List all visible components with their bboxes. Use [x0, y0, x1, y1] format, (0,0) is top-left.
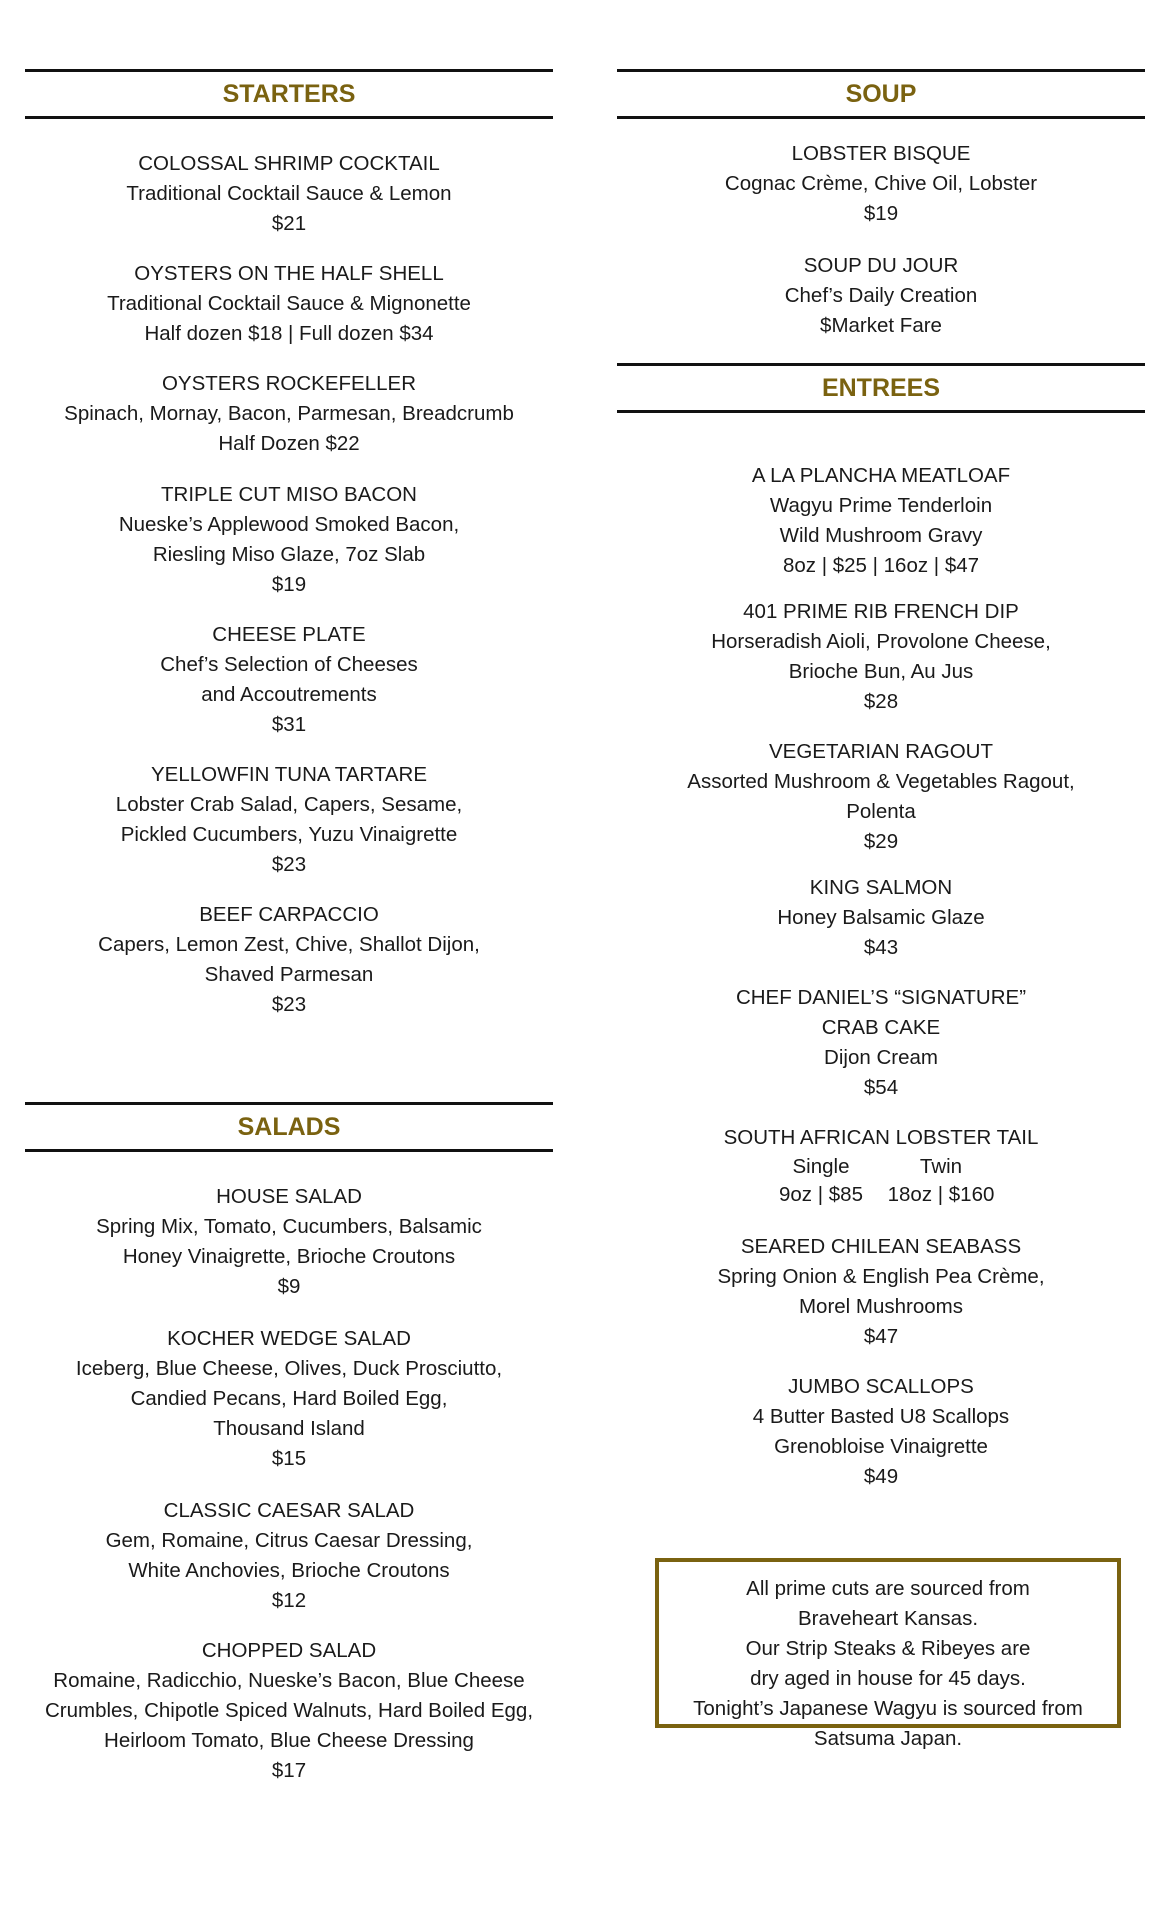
note-line: dry aged in house for 45 days.: [750, 1667, 1026, 1690]
menu-item: [617, 1372, 1145, 1492]
item-price: $17: [271, 1759, 307, 1782]
item-description: Shaved Parmesan: [204, 963, 374, 986]
item-description: Thousand Island: [213, 1417, 365, 1440]
item-description: Wagyu Prime Tenderloin: [769, 494, 993, 517]
item-description: Nueske’s Applewood Smoked Bacon,: [118, 513, 460, 536]
item-name: CHEF DANIEL’S “SIGNATURE”: [735, 986, 1027, 1009]
item-name: CHOPPED SALAD: [201, 1639, 377, 1662]
item-description: Spring Onion & English Pea Crème,: [717, 1265, 1045, 1288]
item-price: $49: [863, 1465, 899, 1488]
entrees-header: [617, 363, 1145, 413]
item-description: Wild Mushroom Gravy: [779, 524, 983, 547]
item-name: CLASSIC CAESAR SALAD: [163, 1499, 415, 1522]
item-name: KOCHER WEDGE SALAD: [167, 1327, 411, 1350]
starters-title: STARTERS: [222, 80, 356, 108]
item-name: CRAB CAKE: [821, 1016, 941, 1039]
item-name: SEARED CHILEAN SEABASS: [740, 1235, 1022, 1258]
menu-item: [25, 1324, 553, 1474]
menu-item: [25, 259, 553, 349]
item-description: Traditional Cocktail Sauce & Mignonette: [107, 292, 471, 315]
item-name: A LA PLANCHA MEATLOAF: [751, 464, 1011, 487]
item-description: Morel Mushrooms: [798, 1295, 964, 1318]
menu-item: [617, 597, 1145, 717]
menu-item: [617, 983, 1145, 1103]
item-name: HOUSE SALAD: [216, 1185, 362, 1208]
item-description: and Accoutrements: [201, 683, 377, 706]
item-name: YELLOWFIN TUNA TARTARE: [150, 763, 428, 786]
item-description: Heirloom Tomato, Blue Cheese Dressing: [104, 1729, 474, 1752]
item-name: LOBSTER BISQUE: [791, 142, 971, 165]
item-price: $21: [271, 212, 307, 235]
lobster-size-labels: [617, 1153, 1145, 1181]
note-line: All prime cuts are sourced from: [746, 1577, 1030, 1600]
item-name: OYSTERS ON THE HALF SHELL: [134, 262, 444, 285]
lobster-twin-price: 18oz | $160: [887, 1183, 995, 1206]
item-description: Chef’s Selection of Cheeses: [160, 653, 418, 676]
item-description: Riesling Miso Glaze, 7oz Slab: [152, 543, 426, 566]
item-description: Chef’s Daily Creation: [784, 284, 978, 307]
item-name: BEEF CARPACCIO: [199, 903, 379, 926]
item-description: Spring Mix, Tomato, Cucumbers, Balsamic: [96, 1215, 482, 1238]
sourcing-note-box: [655, 1558, 1121, 1750]
item-price: $47: [863, 1325, 899, 1348]
item-description: Horseradish Aioli, Provolone Cheese,: [711, 630, 1051, 653]
item-price: $29: [863, 830, 899, 853]
item-name: SOUTH AFRICAN LOBSTER TAIL: [723, 1126, 1039, 1149]
menu-item: [617, 737, 1145, 857]
menu-item: [25, 900, 553, 1020]
item-price: Half dozen $18 | Full dozen $34: [144, 322, 434, 345]
item-price: $Market Fare: [820, 314, 942, 337]
item-name: JUMBO SCALLOPS: [788, 1375, 974, 1398]
menu-item: [25, 480, 553, 600]
item-name: TRIPLE CUT MISO BACON: [161, 483, 417, 506]
item-price: $19: [271, 573, 307, 596]
item-name: COLOSSAL SHRIMP COCKTAIL: [138, 152, 440, 175]
item-name: 401 PRIME RIB FRENCH DIP: [743, 600, 1019, 623]
item-description: Honey Vinaigrette, Brioche Croutons: [122, 1245, 456, 1268]
item-name: KING SALMON: [809, 876, 953, 899]
item-price: $23: [271, 993, 307, 1016]
menu-item: [25, 1182, 553, 1302]
note-line: Braveheart Kansas.: [797, 1607, 979, 1630]
item-price: 8oz | $25 | 16oz | $47: [782, 554, 980, 577]
item-name: VEGETARIAN RAGOUT: [768, 740, 993, 763]
item-description: White Anchovies, Brioche Croutons: [128, 1559, 450, 1582]
item-description: Pickled Cucumbers, Yuzu Vinaigrette: [120, 823, 458, 846]
item-description: Romaine, Radicchio, Nueske’s Bacon, Blue Cheese: [53, 1669, 525, 1692]
item-description: Gem, Romaine, Citrus Caesar Dressing,: [105, 1529, 473, 1552]
soup-title: SOUP: [845, 80, 917, 108]
lobster-tail-item: [617, 1123, 1145, 1209]
item-price: $12: [271, 1589, 307, 1612]
entrees-title: ENTREES: [821, 374, 941, 402]
menu-item: [25, 620, 553, 740]
note-line: Our Strip Steaks & Ribeyes are: [745, 1637, 1031, 1660]
item-description: Honey Balsamic Glaze: [777, 906, 985, 929]
lobster-twin-label: Twin: [919, 1155, 963, 1178]
item-description: Brioche Bun, Au Jus: [788, 660, 974, 683]
item-description: Crumbles, Chipotle Spiced Walnuts, Hard Boiled Egg,: [44, 1699, 534, 1722]
item-description: Cognac Crème, Chive Oil, Lobster: [724, 172, 1038, 195]
item-description: Assorted Mushroom & Vegetables Ragout,: [687, 770, 1075, 793]
menu-item: [617, 461, 1145, 581]
menu-item: [25, 1636, 553, 1786]
menu-item: [25, 760, 553, 880]
item-price: $19: [863, 202, 899, 225]
item-price: $9: [277, 1275, 301, 1298]
item-description: Polenta: [846, 800, 916, 823]
item-name: SOUP DU JOUR: [803, 254, 959, 277]
salads-title: SALADS: [237, 1113, 341, 1141]
item-description: Lobster Crab Salad, Capers, Sesame,: [115, 793, 463, 816]
item-name: CHEESE PLATE: [212, 623, 366, 646]
starters-header: [25, 69, 553, 119]
note-line: Satsuma Japan.: [813, 1727, 963, 1750]
item-price: $15: [271, 1447, 307, 1470]
menu-item: [25, 149, 553, 239]
salads-header: [25, 1102, 553, 1152]
menu-item: [25, 1496, 553, 1616]
lobster-prices: [617, 1181, 1145, 1209]
item-description: Grenobloise Vinaigrette: [774, 1435, 988, 1458]
note-line: Tonight’s Japanese Wagyu is sourced from: [693, 1697, 1083, 1720]
soup-header: [617, 69, 1145, 119]
lobster-single-label: Single: [792, 1155, 850, 1178]
menu-item: [617, 1232, 1145, 1352]
item-price: Half Dozen $22: [218, 432, 360, 455]
item-description: Candied Pecans, Hard Boiled Egg,: [130, 1387, 448, 1410]
lobster-single-price: 9oz | $85: [779, 1183, 863, 1206]
item-description: Traditional Cocktail Sauce & Lemon: [126, 182, 452, 205]
item-name: OYSTERS ROCKEFELLER: [161, 372, 417, 395]
item-description: Dijon Cream: [824, 1046, 938, 1069]
menu-item: [617, 139, 1145, 229]
item-price: $31: [271, 713, 307, 736]
item-price: $28: [863, 690, 899, 713]
item-price: $43: [863, 936, 899, 959]
item-description: Spinach, Mornay, Bacon, Parmesan, Breadcrumb: [64, 402, 514, 425]
menu-item: [617, 873, 1145, 963]
item-description: Capers, Lemon Zest, Chive, Shallot Dijon,: [98, 933, 480, 956]
menu-item: [25, 369, 553, 459]
item-price: $54: [863, 1076, 899, 1099]
item-price: $23: [271, 853, 307, 876]
menu-item: [617, 251, 1145, 341]
item-description: Iceberg, Blue Cheese, Olives, Duck Prosciutto,: [75, 1357, 503, 1380]
item-description: 4 Butter Basted U8 Scallops: [752, 1405, 1010, 1428]
